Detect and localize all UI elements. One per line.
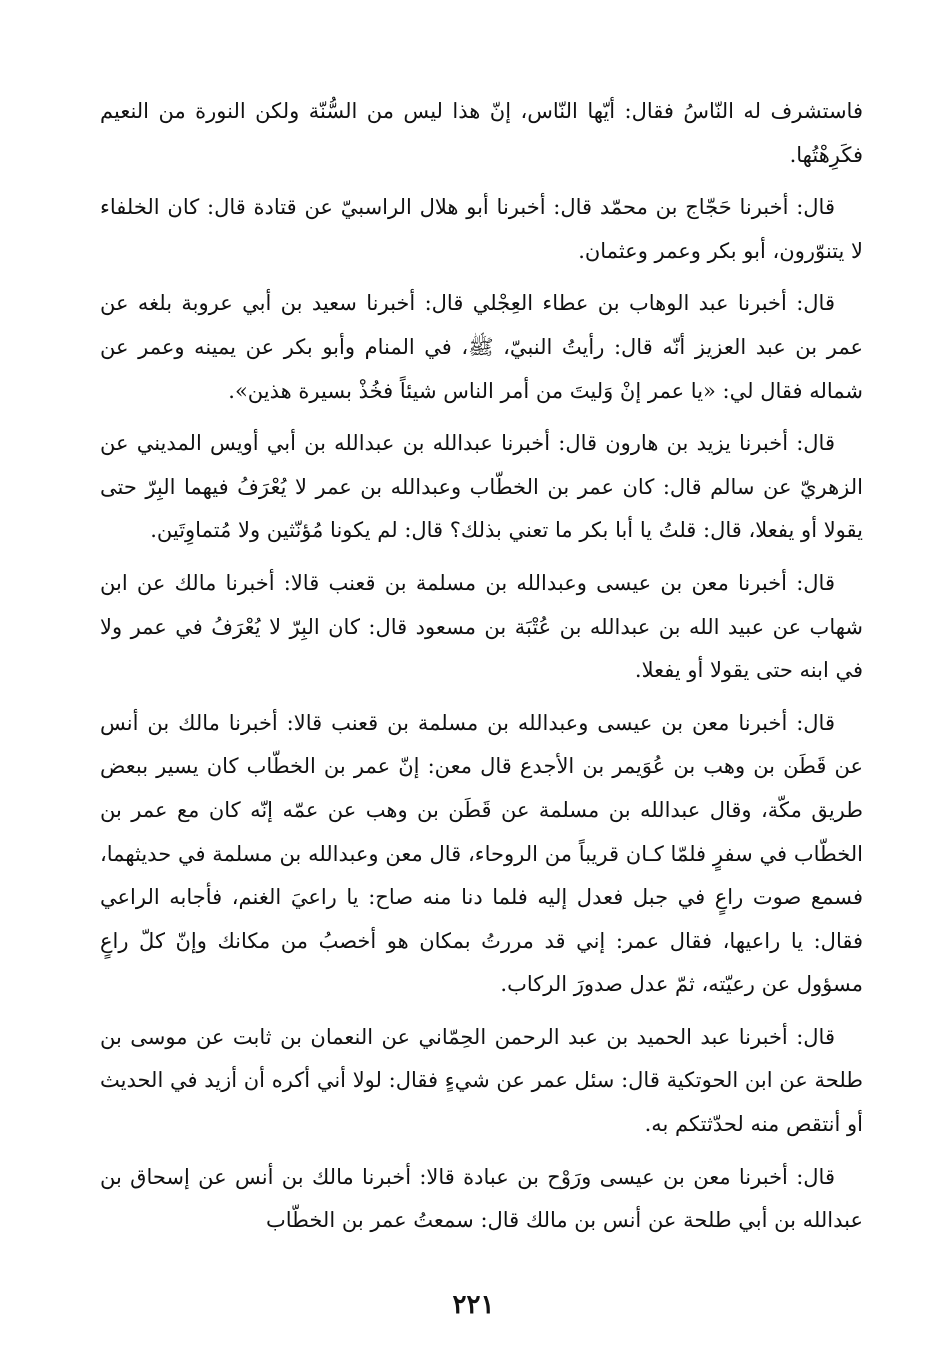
paragraph-3: قال: أخبرنا عبد الوهاب بن عطاء العِجْلي قال: أخبرنا سعيد بن أبي عروبة بلغه عن عمر بن عبد العزيز أنّه قال: رأيتُ النبيّ، ﷺ، في المنام وأبو بكر عن يمينه وعمر عن شماله فقال لي: «يا عمر إنْ وَليتَ من أمر الناس شيئاً فخُذْ بسيرة هذين». xyxy=(100,291,863,403)
paragraph-5: قال: أخبرنا معن بن عيسى وعبدالله بن مسلمة بن قعنب قالا: أخبرنا مالك عن ابن شهاب عن عبيد الله بن عبدالله بن عُتْبَة بن مسعود قال: كان البِرّ لا يُعْرَفُ في عمر ولا في ابنه حتى يقولا أو يفعلا. xyxy=(100,570,863,683)
paragraph-8: قال: أخبرنا معن بن عيسى ورَوْح بن عبادة قالا: أخبرنا مالك بن أنس عن إسحاق بن عبدالله بن أبي طلحة عن أنس بن مالك قال: سمعتُ عمر بن الخطّاب xyxy=(100,1164,863,1233)
paragraph-7: قال: أخبرنا عبد الحميد بن عبد الرحمن الحِمّاني عن النعمان بن ثابت عن موسى بن طلحة عن ابن الحوتكية قال: سئل عمر عن شيءٍ فقال: لولا أني أكره أن أزيد في الحديث أو أنتقص منه لحدّثتكم به. xyxy=(100,1024,863,1137)
paragraph-2: قال: أخبرنا حَجّاج بن محمّد قال: أخبرنا أبو هلال الراسبيّ عن قتادة قال: كان الخلفاء لا يتنوّرون، أبو بكر وعمر وعثمان. xyxy=(100,195,863,263)
page-number: ٢٢١ xyxy=(452,1290,495,1320)
paragraph-4: قال: أخبرنا يزيد بن هارون قال: أخبرنا عبدالله بن عبدالله بن أبي أويس المديني عن الزهريّ عن سالم قال: كان عمر بن الخطّاب وعبدالله بن عمر لا يُعْرَفُ فيهما البِرّ حتى يقولا أو يفعلا، قال: قلتُ يا أبا بكر ما تعني بذلك؟ قال: لم يكونا مُؤنّثين ولا مُتماوِتَين. xyxy=(100,431,863,543)
main-text-block xyxy=(100,90,863,1252)
paragraph-6: قال: أخبرنا معن بن عيسى وعبدالله بن مسلمة بن قعنب قالا: أخبرنا مالك بن أنس عن قَطَن بن وهب بن عُوَيمر بن الأجدع قال معن: إنّ عمر بن الخطّاب كان يسير ببعض طريق مكّة، وقال عبدالله بن مسلمة عن قَطَن بن وهب عن عمّه إنّه كان مع عمر بن الخطّاب في سفرٍ فلمّا كـان قريباً من الروحاء، قال معن وعبدالله بن مسلمة في حديثهما، فسمع صوت راعٍ في جبل فعدل إليه فلما دنا منه صاح: يا راعيَ الغنم، فأجابه الراعي فقال: يا راعيها، فقال عمر: إني قد مررتُ بمكان هو أخصبُ من مكانك وإنّ كلّ راعٍ مسؤول عن رعيّته، ثمّ عدل صدورَ الركاب. xyxy=(100,710,863,997)
paragraph-1: فاستشرف له النّاسُ فقال: أيّها النّاس، إنّ هذا ليس من السُّنّة ولكن النورة من النعيم فكَرِهْتُها. xyxy=(100,99,863,167)
